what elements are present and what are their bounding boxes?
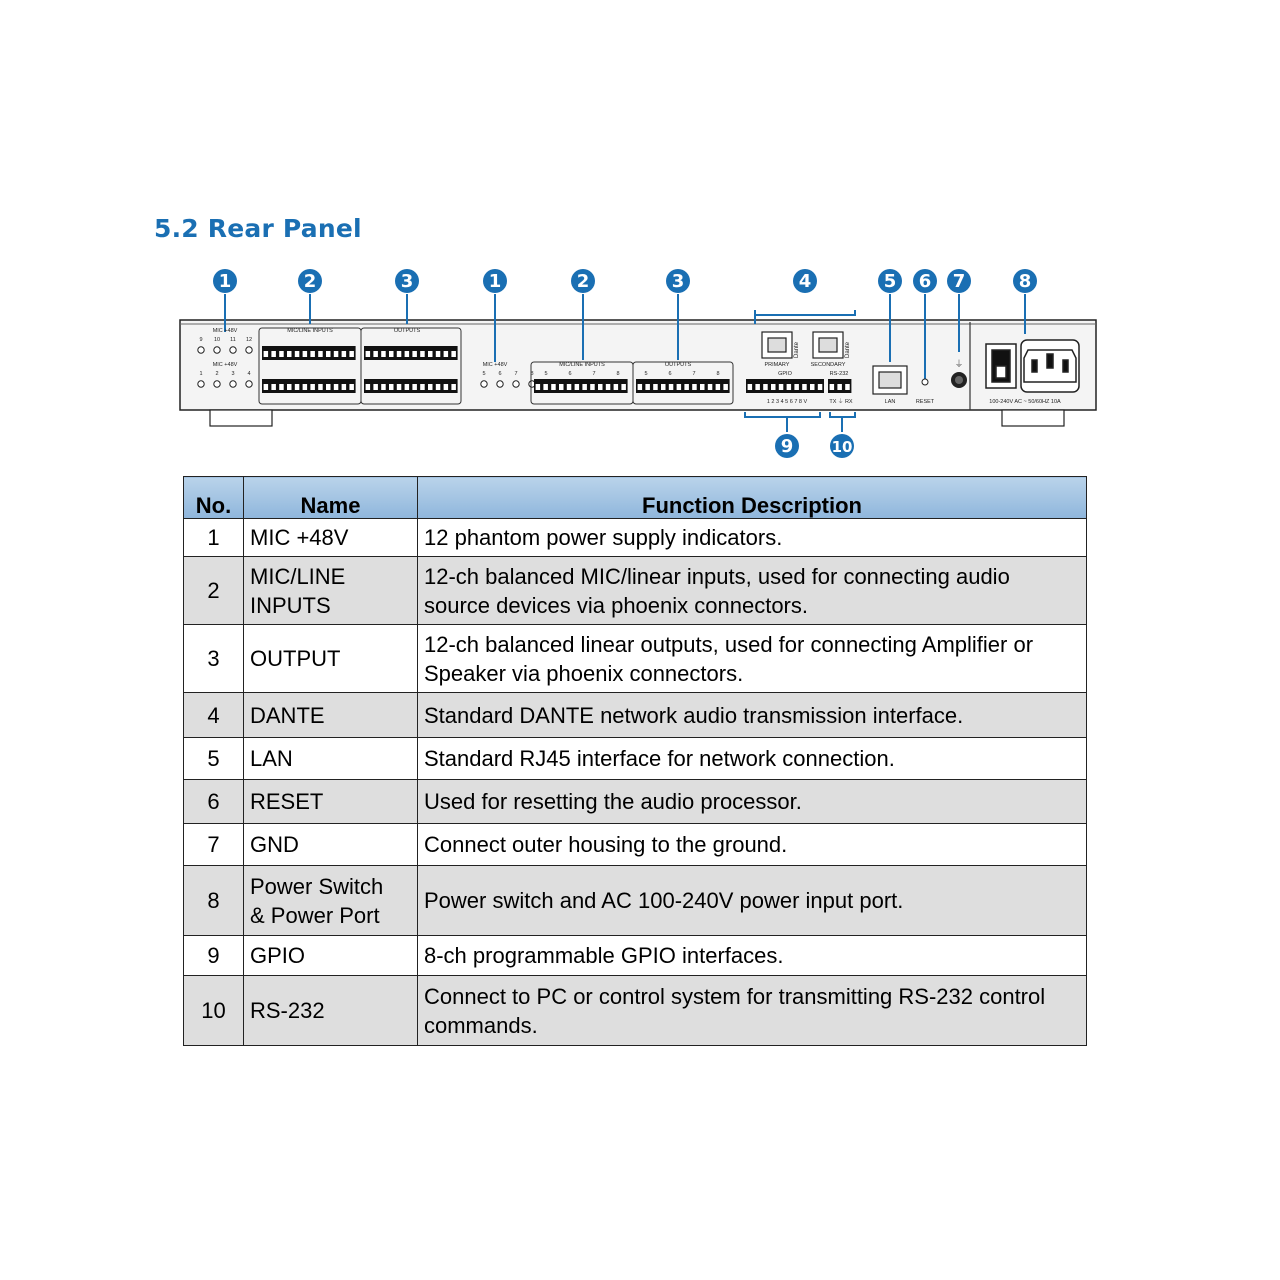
dante-primary-port: [762, 332, 792, 358]
table-row: [184, 976, 1087, 1046]
mic48-led: [214, 381, 220, 387]
mic48-led: [230, 381, 236, 387]
cell-desc: Connect outer housing to the ground.: [418, 824, 1087, 866]
table-row: [184, 780, 1087, 824]
callout-2: 2: [303, 271, 317, 292]
reset-label: RESET: [915, 399, 935, 405]
reset-button: [922, 379, 928, 385]
table-row: [184, 738, 1087, 780]
cell-name: Power Switch & Power Port: [244, 866, 418, 936]
table-row: [184, 936, 1087, 976]
callout-3: 3: [400, 271, 414, 292]
channel-number: 8: [530, 371, 534, 377]
mic48-led: [497, 381, 503, 387]
mic48-mid-label: MIC +48V: [482, 362, 508, 368]
cell-name: DANTE: [244, 693, 418, 738]
power-rating-label: 100-240V AC ~ 50/60HZ 10A: [989, 399, 1061, 405]
cell-name: MIC/LINE INPUTS: [244, 557, 418, 625]
cell-desc: Power switch and AC 100-240V power input port.: [418, 866, 1087, 936]
channel-number: 5: [544, 371, 548, 377]
cell-name: GPIO: [244, 936, 418, 976]
table-row: [184, 693, 1087, 738]
channel-number: 6: [568, 371, 572, 377]
outputs-label: OUTPUTS: [393, 328, 421, 334]
cell-name: MIC +48V: [244, 519, 418, 557]
mic48-top-label: MIC +48V: [212, 328, 238, 334]
cell-name: RS-232: [244, 976, 418, 1046]
mic48-led: [246, 381, 252, 387]
callout-2b: 2: [576, 271, 590, 292]
cell-name: RESET: [244, 780, 418, 824]
cell-desc: 8-ch programmable GPIO interfaces.: [418, 936, 1087, 976]
section-title: 5.2 Rear Panel: [154, 214, 362, 243]
table-row: [184, 557, 1087, 625]
gpio-pins-label: 1 2 3 4 5 6 7 8 V: [766, 399, 808, 405]
micline-terminal-mid: [534, 379, 628, 393]
channel-number: 7: [514, 371, 518, 377]
channel-number: 2: [215, 371, 219, 377]
channel-number: 3: [231, 371, 235, 377]
output-terminal-bottom: [364, 379, 458, 393]
cell-desc: 12-ch balanced MIC/linear inputs, used for connecting audio source devices via phoenix connectors.: [418, 557, 1087, 625]
cell-no: 5: [184, 738, 244, 780]
micline-terminal-top: [262, 346, 356, 360]
channel-number: 1: [199, 371, 203, 377]
callout-8: 8: [1018, 271, 1032, 292]
channel-number: 5: [482, 371, 486, 377]
callout-5: 5: [883, 271, 897, 292]
dante-label-2: Dante: [845, 341, 851, 358]
cell-name: GND: [244, 824, 418, 866]
cell-no: 4: [184, 693, 244, 738]
channel-number: 7: [592, 371, 596, 377]
cell-name: OUTPUT: [244, 625, 418, 693]
micline-inputs-2-label: MIC/LINE INPUTS: [559, 362, 605, 368]
rs232-pins-label: TX ⏚ RX: [829, 399, 853, 405]
callout-3b: 3: [671, 271, 685, 292]
cell-no: 9: [184, 936, 244, 976]
channel-number: 10: [213, 337, 221, 343]
secondary-label: SECONDARY: [810, 362, 846, 368]
mic48-led: [481, 381, 487, 387]
gpio-terminal: [746, 379, 824, 393]
cell-name: LAN: [244, 738, 418, 780]
channel-number: 6: [668, 371, 672, 377]
channel-number: 11: [230, 337, 236, 343]
mic48-led: [198, 347, 204, 353]
header-no: No.: [184, 477, 244, 519]
cell-no: 3: [184, 625, 244, 693]
dante-secondary-port: [813, 332, 843, 358]
outputs-2-label: OUTPUTS: [664, 362, 692, 368]
cell-desc: Standard RJ45 interface for network connection.: [418, 738, 1087, 780]
header-description: Function Description: [418, 477, 1087, 519]
table-row: [184, 866, 1087, 936]
gpio-label: GPIO: [778, 371, 792, 377]
channel-number: 6: [498, 371, 502, 377]
cell-no: 2: [184, 557, 244, 625]
dante-label-1: Dante: [794, 341, 800, 358]
callout-4: 4: [798, 271, 812, 292]
cell-desc: 12 phantom power supply indicators.: [418, 519, 1087, 557]
cell-no: 6: [184, 780, 244, 824]
cell-no: 8: [184, 866, 244, 936]
mic48-led: [230, 347, 236, 353]
rear-panel-diagram: [170, 262, 1110, 462]
output-terminal-top: [364, 346, 458, 360]
mic48-led: [198, 381, 204, 387]
header-name: Name: [244, 477, 418, 519]
table-row: [184, 625, 1087, 693]
channel-number: 12: [245, 337, 253, 343]
channel-number: 4: [247, 371, 251, 377]
channel-number: 5: [644, 371, 648, 377]
mic48-led: [246, 347, 252, 353]
lan-label: LAN: [884, 399, 896, 405]
rs232-terminal: [828, 379, 851, 393]
table-row: [184, 824, 1087, 866]
mic48-bottom-label: MIC +48V: [212, 362, 238, 368]
channel-number: 7: [692, 371, 696, 377]
callout-10: 10: [831, 438, 853, 456]
power-port: [1021, 340, 1079, 392]
primary-label: PRIMARY: [764, 362, 790, 368]
micline-terminal-bottom: [262, 379, 356, 393]
callout-9: 9: [780, 436, 794, 457]
callout-7: 7: [952, 271, 966, 292]
callout-1b: 1: [488, 271, 502, 292]
cell-no: 10: [184, 976, 244, 1046]
mic48-led: [214, 347, 220, 353]
power-switch: [986, 344, 1016, 388]
ground-symbol: ⏚: [954, 359, 964, 369]
cell-no: 1: [184, 519, 244, 557]
cell-desc: Connect to PC or control system for transmitting RS-232 control commands.: [418, 976, 1087, 1046]
rs232-label: RS-232: [829, 371, 849, 377]
mic48-led: [513, 381, 519, 387]
micline-inputs-label: MIC/LINE INPUTS: [287, 328, 333, 334]
table-row: [184, 519, 1087, 557]
callout-1: 1: [218, 271, 232, 292]
callout-6: 6: [918, 271, 932, 292]
function-table: [183, 476, 1087, 1046]
cell-desc: Standard DANTE network audio transmission interface.: [418, 693, 1087, 738]
channel-number: 8: [616, 371, 620, 377]
cell-no: 7: [184, 824, 244, 866]
lan-port: [873, 366, 907, 394]
channel-number: 8: [716, 371, 720, 377]
cell-desc: 12-ch balanced linear outputs, used for connecting Amplifier or Speaker via phoenix connectors.: [418, 625, 1087, 693]
cell-desc: Used for resetting the audio processor.: [418, 780, 1087, 824]
output-terminal-mid: [636, 379, 730, 393]
table-header-row: [184, 477, 1087, 519]
channel-number: 9: [199, 337, 203, 343]
